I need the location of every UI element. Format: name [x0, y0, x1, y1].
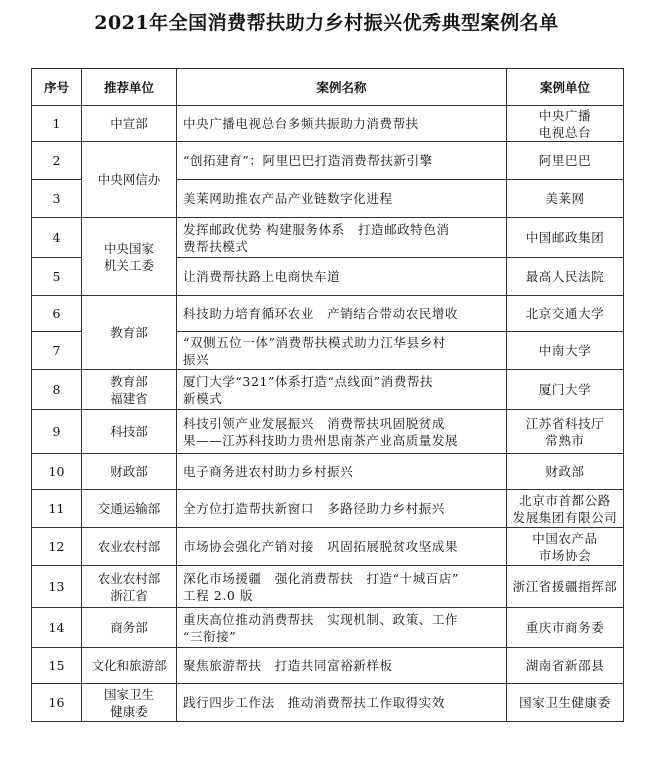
case-org-cell — [507, 454, 624, 490]
header-case-name: 案例名称 — [177, 69, 507, 106]
case-name-cell — [177, 608, 507, 648]
page-title: 2021年全国消费帮扶助力乡村振兴优秀典型案例名单 — [94, 12, 559, 34]
case-name-cell-line: 市场协会强化产销对接 巩固拓展脱贫攻坚成果 — [183, 539, 459, 554]
case-table — [31, 68, 624, 722]
row-number: 3 — [32, 180, 82, 218]
case-org-cell — [507, 142, 624, 180]
table-header-row — [32, 69, 624, 106]
case-name-cell — [177, 490, 507, 528]
row-number: 7 — [32, 332, 82, 370]
case-name-cell-line: 新模式 — [183, 390, 223, 406]
recommender-cell — [82, 684, 177, 722]
case-name-cell-line: 让消费帮扶路上电商快车道 — [183, 269, 341, 284]
recommender-cell — [82, 608, 177, 648]
row-number: 15 — [32, 648, 82, 684]
case-org-cell — [507, 258, 624, 296]
table-row — [32, 608, 624, 648]
case-org-cell-line: 常熟市 — [545, 432, 585, 448]
case-name-cell-line: 美莱网助推农产品产业链数字化进程 — [183, 191, 393, 206]
case-name-cell — [177, 142, 507, 180]
case-name-cell-line: 全方位打造帮扶新窗口 多路径助力乡村振兴 — [183, 501, 446, 516]
recommender-cell-line: 财政部 — [110, 464, 148, 479]
case-org-cell — [507, 648, 624, 684]
case-name-cell — [177, 370, 507, 410]
recommender-cell-line: 健康委 — [110, 703, 148, 719]
table-row — [32, 142, 624, 180]
case-org-cell — [507, 218, 624, 258]
case-name-cell-line: 践行四步工作法 推动消费帮扶工作取得实效 — [183, 695, 446, 710]
row-number: 10 — [32, 454, 82, 490]
recommender-cell-line: 中宣部 — [110, 116, 148, 131]
recommender-cell-line: 农业农村部 — [97, 570, 161, 586]
recommender-cell — [82, 410, 177, 454]
case-org-cell-line: 发展集团有限公司 — [512, 509, 618, 525]
recommender-cell-line: 农业农村部 — [97, 539, 161, 554]
row-number: 13 — [32, 566, 82, 608]
case-org-cell-line: 美莱网 — [545, 191, 585, 206]
case-name-cell-line: 果——江苏科技助力贵州思南茶产业高质量发展 — [183, 432, 459, 448]
case-name-cell — [177, 528, 507, 566]
case-name-cell-line: 振兴 — [183, 351, 210, 367]
case-org-cell-line: 财政部 — [545, 464, 585, 479]
header-case-org: 案例单位 — [507, 69, 624, 106]
case-name-cell-line: 科技引领产业发展振兴 消费帮扶巩固脱贫成 — [183, 415, 446, 431]
case-name-cell-line: “三衔接” — [183, 628, 237, 644]
recommender-cell-line: 福建省 — [110, 390, 148, 406]
case-name-cell — [177, 684, 507, 722]
recommender-cell-line: 教育部 — [110, 325, 148, 340]
recommender-cell — [82, 142, 177, 218]
recommender-cell-line: 文化和旅游部 — [91, 658, 167, 673]
recommender-cell-line: 机关工委 — [103, 257, 154, 273]
case-name-cell — [177, 106, 507, 142]
case-org-cell-line: 国家卫生健康委 — [519, 695, 611, 710]
case-name-cell — [177, 296, 507, 332]
table-row — [32, 648, 624, 684]
case-org-cell — [507, 180, 624, 218]
case-name-cell-line: 重庆高位推动消费帮扶 实现机制、政策、工作 — [183, 611, 459, 627]
case-name-cell-line: “双侧五位一体”消费帮扶模式助力江华县乡村 — [183, 334, 446, 350]
table-row — [32, 566, 624, 608]
recommender-cell-line: 教育部 — [110, 373, 148, 389]
recommender-cell-line: 国家卫生 — [103, 686, 154, 702]
case-org-cell — [507, 684, 624, 722]
case-name-cell-line: 费帮扶模式 — [183, 238, 249, 254]
case-org-cell-line: 重庆市商务委 — [525, 620, 605, 635]
case-org-cell-line: 厦门大学 — [538, 382, 592, 397]
row-number: 9 — [32, 410, 82, 454]
table-body — [32, 106, 624, 722]
recommender-cell-line: 商务部 — [110, 620, 148, 635]
case-org-cell — [507, 528, 624, 566]
case-org-cell-line: 中国农产品 — [532, 530, 598, 546]
case-org-cell — [507, 370, 624, 410]
row-number: 16 — [32, 684, 82, 722]
recommender-cell-line: 中央国家 — [103, 240, 154, 256]
case-org-cell — [507, 332, 624, 370]
table-row — [32, 370, 624, 410]
row-number: 14 — [32, 608, 82, 648]
recommender-cell — [82, 106, 177, 142]
case-org-cell — [507, 566, 624, 608]
case-name-cell-line: 厦门大学“321”体系打造“点线面”消费帮扶 — [183, 373, 434, 389]
table-row — [32, 490, 624, 528]
table-row — [32, 296, 624, 332]
case-org-cell — [507, 410, 624, 454]
table-row — [32, 454, 624, 490]
case-org-cell-line: 中国邮政集团 — [525, 230, 605, 245]
case-name-cell — [177, 180, 507, 218]
recommender-cell-line: 交通运输部 — [97, 501, 161, 516]
case-org-cell-line: 中南大学 — [538, 343, 592, 358]
table-row — [32, 528, 624, 566]
case-name-cell — [177, 648, 507, 684]
row-number: 11 — [32, 490, 82, 528]
header-recommender: 推荐单位 — [82, 69, 177, 106]
case-org-cell-line: 最高人民法院 — [525, 269, 605, 284]
case-name-cell-line: 深化市场援疆 强化消费帮扶 打造“十城百店” — [183, 570, 459, 586]
recommender-cell-line: 浙江省 — [110, 587, 148, 603]
case-org-cell-line: 中央广播 — [538, 107, 592, 123]
case-name-cell-line: “创拓建育”：阿里巴巴打造消费帮扶新引擎 — [183, 153, 433, 168]
case-org-cell-line: 市场协会 — [538, 547, 592, 563]
case-name-cell — [177, 332, 507, 370]
table-row — [32, 684, 624, 722]
case-name-cell — [177, 410, 507, 454]
row-number: 12 — [32, 528, 82, 566]
case-name-cell — [177, 258, 507, 296]
case-name-cell — [177, 454, 507, 490]
row-number: 2 — [32, 142, 82, 180]
case-name-cell — [177, 566, 507, 608]
row-number: 6 — [32, 296, 82, 332]
case-name-cell-line: 工程 2.0 版 — [183, 587, 254, 603]
case-org-cell-line: 浙江省援疆指挥部 — [512, 579, 618, 594]
row-number: 4 — [32, 218, 82, 258]
table-row — [32, 218, 624, 258]
case-name-cell-line: 科技助力培育循环农业 产销结合带动农民增收 — [183, 306, 459, 321]
row-number: 5 — [32, 258, 82, 296]
case-org-cell-line: 阿里巴巴 — [538, 153, 592, 168]
case-org-cell-line: 北京市首都公路 — [519, 492, 611, 508]
recommender-cell-line: 中央网信办 — [97, 172, 161, 187]
recommender-cell-line: 科技部 — [110, 424, 148, 439]
case-name-cell-line: 中央广播电视总台多频共振助力消费帮扶 — [183, 116, 419, 131]
case-org-cell-line: 湖南省新邵县 — [525, 658, 605, 673]
row-number: 1 — [32, 106, 82, 142]
case-name-cell-line: 发挥邮政优势 构建服务体系 打造邮政特色消 — [183, 221, 450, 237]
row-number: 8 — [32, 370, 82, 410]
recommender-cell — [82, 296, 177, 370]
recommender-cell — [82, 218, 177, 296]
case-org-cell — [507, 296, 624, 332]
case-org-cell — [507, 490, 624, 528]
recommender-cell — [82, 454, 177, 490]
case-name-cell-line: 电子商务进农村助力乡村振兴 — [183, 464, 354, 479]
recommender-cell — [82, 370, 177, 410]
case-org-cell-line: 北京交通大学 — [525, 306, 605, 321]
recommender-cell — [82, 528, 177, 566]
case-org-cell — [507, 608, 624, 648]
table-row — [32, 410, 624, 454]
table-row — [32, 106, 624, 142]
header-no: 序号 — [32, 69, 82, 106]
recommender-cell — [82, 490, 177, 528]
recommender-cell — [82, 648, 177, 684]
case-org-cell-line: 电视总台 — [538, 124, 592, 140]
case-org-cell-line: 江苏省科技厅 — [525, 415, 605, 431]
case-name-cell-line: 聚焦旅游帮扶 打造共同富裕新样板 — [183, 658, 393, 673]
case-name-cell — [177, 218, 507, 258]
recommender-cell — [82, 566, 177, 608]
case-org-cell — [507, 106, 624, 142]
